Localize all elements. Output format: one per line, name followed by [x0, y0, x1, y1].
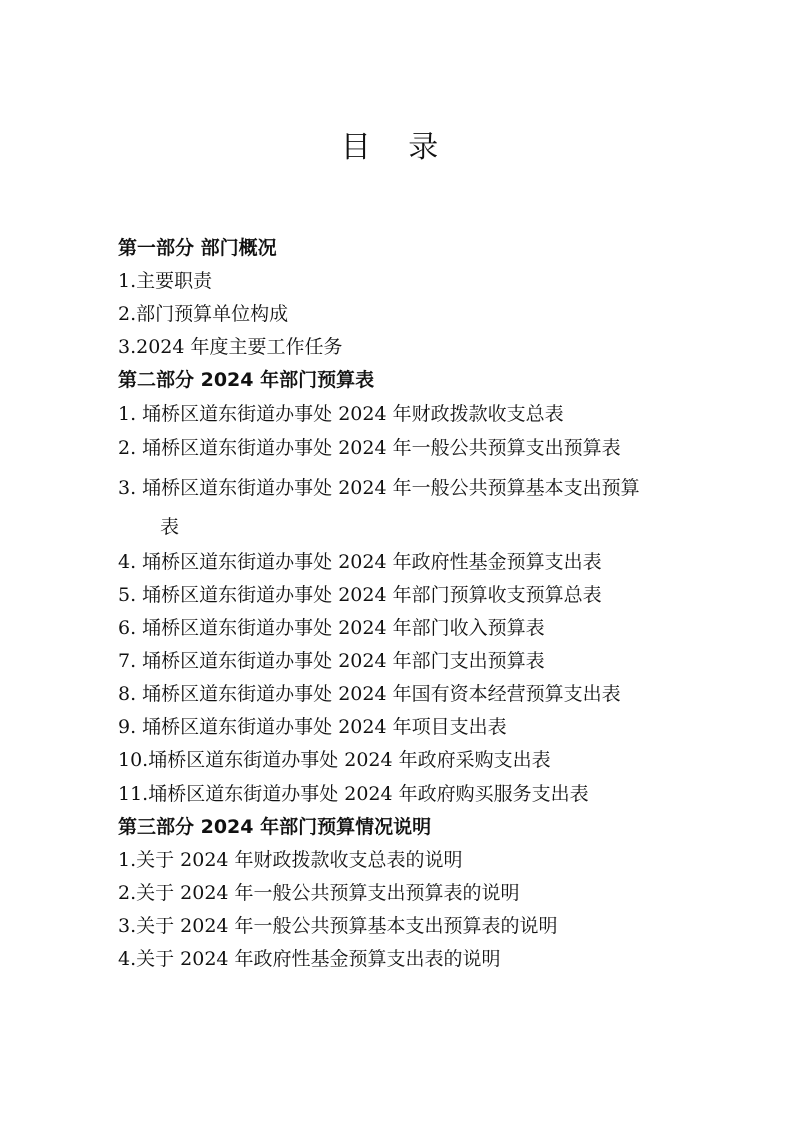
- section-heading-part3: 第三部分 2024 年部门预算情况说明: [118, 816, 432, 838]
- toc-item: 10.埇桥区道东街道办事处 2024 年政府采购支出表: [118, 749, 551, 771]
- toc-item: 11.埇桥区道东街道办事处 2024 年政府购买服务支出表: [118, 783, 589, 805]
- toc-item-continuation: 表: [160, 516, 180, 538]
- page-title: 目 录: [340, 130, 453, 165]
- toc-item: 4.关于 2024 年政府性基金预算支出表的说明: [118, 948, 501, 970]
- section-heading-part2: 第二部分 2024 年部门预算表: [118, 369, 375, 391]
- toc-item: 9. 埇桥区道东街道办事处 2024 年项目支出表: [118, 716, 507, 738]
- toc-item: 7. 埇桥区道东街道办事处 2024 年部门支出预算表: [118, 650, 545, 672]
- toc-item: 3.关于 2024 年一般公共预算基本支出预算表的说明: [118, 915, 558, 937]
- toc-item: 2. 埇桥区道东街道办事处 2024 年一般公共预算支出预算表: [118, 437, 621, 459]
- toc-item: 6. 埇桥区道东街道办事处 2024 年部门收入预算表: [118, 617, 545, 639]
- toc-item: 8. 埇桥区道东街道办事处 2024 年国有资本经营预算支出表: [118, 683, 621, 705]
- toc-item: 3. 埇桥区道东街道办事处 2024 年一般公共预算基本支出预算: [118, 477, 640, 499]
- toc-item: 5. 埇桥区道东街道办事处 2024 年部门预算收支预算总表: [118, 584, 602, 606]
- toc-item: 1.主要职责: [118, 270, 213, 292]
- toc-item: 3.2024 年度主要工作任务: [118, 336, 343, 358]
- toc-item: 1.关于 2024 年财政拨款收支总表的说明: [118, 849, 463, 871]
- toc-item: 2.部门预算单位构成: [118, 303, 289, 325]
- section-heading-part1: 第一部分 部门概况: [118, 237, 277, 259]
- toc-item: 4. 埇桥区道东街道办事处 2024 年政府性基金预算支出表: [118, 551, 602, 573]
- toc-item: 2.关于 2024 年一般公共预算支出预算表的说明: [118, 882, 520, 904]
- toc-item: 1. 埇桥区道东街道办事处 2024 年财政拨款收支总表: [118, 403, 564, 425]
